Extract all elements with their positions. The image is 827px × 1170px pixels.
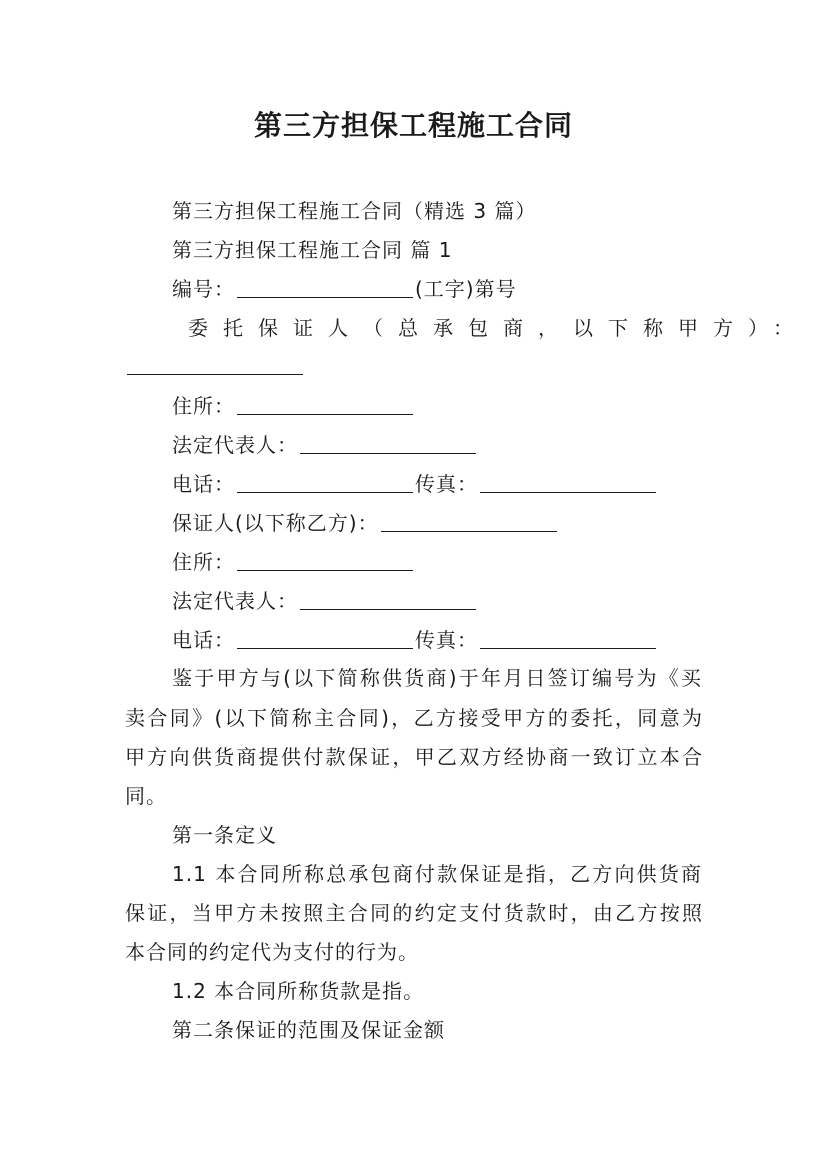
fax-label: 传真： xyxy=(415,472,478,496)
phone-fax-line-2 xyxy=(172,628,658,652)
guarantor-label: 保证人(以下称乙方)： xyxy=(172,511,379,535)
phone-label-2: 电话： xyxy=(172,628,235,652)
guarantor-line xyxy=(172,511,559,535)
guarantor-client-blank xyxy=(127,354,303,375)
fax-blank-2 xyxy=(480,628,656,649)
number-label: 编号： xyxy=(172,277,235,301)
paragraph-1-line-1: 鉴于甲方与(以下简称供货商)于年月日签订编号为《买 xyxy=(172,666,702,690)
phone-label: 电话： xyxy=(172,472,235,496)
guarantor-blank xyxy=(381,511,557,532)
legal-rep-line xyxy=(172,433,478,457)
fax-label-2: 传真： xyxy=(415,628,478,652)
legal-rep-label-2: 法定代表人： xyxy=(172,589,298,613)
clause-1-1-line-1: 1.1 本合同所称总承包商付款保证是指，乙方向供货商 xyxy=(172,862,702,886)
address-line-2 xyxy=(172,550,415,574)
document-title: 第三方担保工程施工合同 xyxy=(253,109,573,142)
document-subtitle: 第三方担保工程施工合同（精选 3 篇） xyxy=(172,199,537,223)
legal-rep-blank xyxy=(300,433,476,454)
phone-blank-2 xyxy=(237,628,413,649)
phone-fax-line xyxy=(172,472,658,496)
legal-rep-line-2 xyxy=(172,589,478,613)
address-line xyxy=(172,394,415,418)
legal-rep-label: 法定代表人： xyxy=(172,433,298,457)
clause-1-1-line-3: 本合同的约定代为支付的行为。 xyxy=(125,940,419,964)
paragraph-1-line-3: 甲方向供货商提供付款保证，甲乙双方经协商一致订立本合 xyxy=(125,745,703,769)
address-label: 住所： xyxy=(172,394,235,418)
section-heading: 第三方担保工程施工合同 篇 1 xyxy=(172,238,453,262)
guarantor-client-line xyxy=(125,354,305,378)
address-blank-2 xyxy=(237,550,413,571)
paragraph-1-line-4: 同。 xyxy=(125,784,167,808)
clause-1-2: 1.2 本合同所称货款是指。 xyxy=(172,979,425,1003)
address-blank xyxy=(237,394,413,415)
legal-rep-blank-2 xyxy=(300,589,476,610)
clause-1-1-line-2: 保证，当甲方未按照主合同的约定支付货款时，由乙方按照 xyxy=(125,901,703,925)
fax-blank xyxy=(480,472,656,493)
guarantor-client-label: 委托保证人（总承包商，以下称甲方）： xyxy=(188,316,808,340)
number-blank xyxy=(237,277,413,298)
phone-blank xyxy=(237,472,413,493)
article-2-heading: 第二条保证的范围及保证金额 xyxy=(172,1018,445,1042)
number-suffix: (工字)第号 xyxy=(415,277,517,301)
article-1-heading: 第一条定义 xyxy=(172,823,277,847)
paragraph-1-line-2: 卖合同》(以下简称主合同)，乙方接受甲方的委托，同意为 xyxy=(125,706,703,730)
address-label-2: 住所： xyxy=(172,550,235,574)
contract-number-line xyxy=(172,277,517,301)
